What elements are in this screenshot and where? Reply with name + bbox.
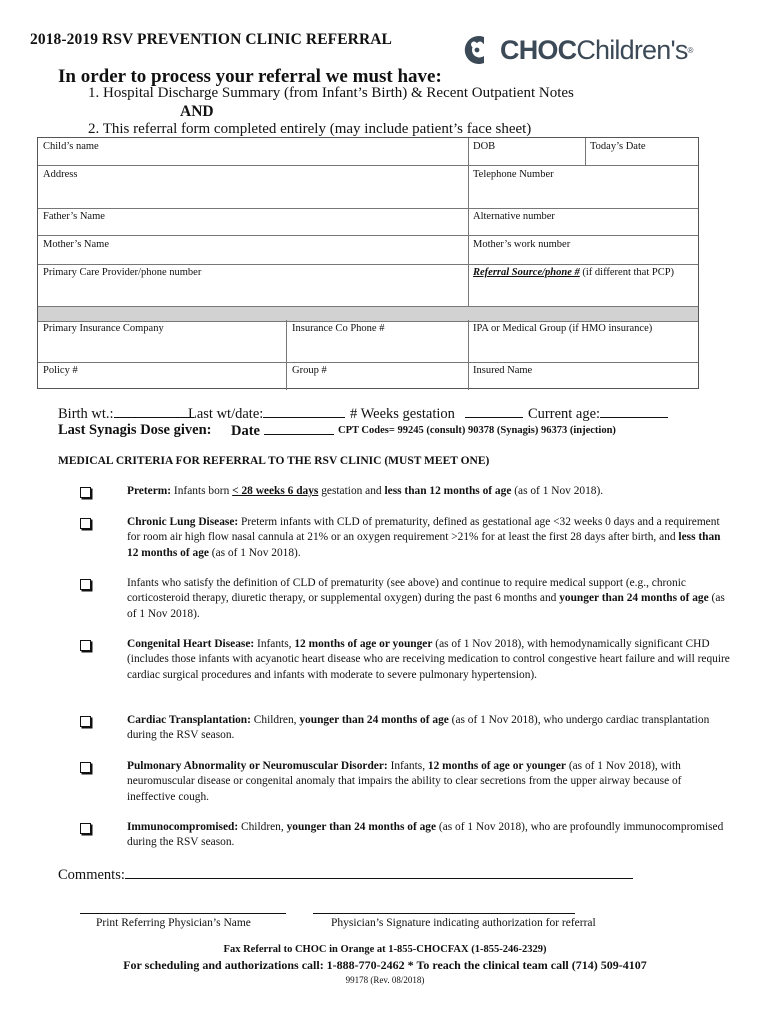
logo-bold: CHOC: [500, 34, 577, 65]
scheduling-info: For scheduling and authorizations call: 1-888-770-2462 * To reach the clinical team call (714) 509-4107: [123, 958, 647, 972]
ipa-field[interactable]: IPA or Medical Group (if HMO insurance): [473, 323, 653, 334]
insurance-phone-field[interactable]: Insurance Co Phone #: [292, 323, 385, 334]
criterion-preterm: Preterm: Infants born < 28 weeks 6 days gestation and less than 12 months of age (as of 1 Nov 2018).: [127, 485, 604, 497]
referral-source-label: Referral Source/phone #: [473, 267, 580, 278]
fathers-name-field[interactable]: Father’s Name: [43, 211, 105, 222]
dob-field[interactable]: DOB: [473, 141, 496, 152]
criterion-chronic-lung: Chronic Lung Disease: Preterm infants with CLD of prematurity, defined as gestational age <32 weeks 0 days and a requirement for room air high flow nasal cannula at 21% or an oxygen requirement >21% for at least the first 28 days after birth, and less than 12 months of age (as of 1 Nov 2018).: [127, 516, 721, 559]
logo-rest: Children's: [576, 34, 688, 65]
requirement-and: AND: [180, 103, 214, 120]
childs-name-field[interactable]: Child’s name: [43, 141, 99, 152]
criterion-immuno: Immunocompromised: Children, younger than 24 months of age (as of 1 Nov 2018), who are profoundly immunocompromised during the RSV season.: [127, 821, 724, 849]
referral-source-field[interactable]: [473, 267, 674, 278]
birth-weight-field[interactable]: Birth wt.:: [58, 405, 194, 423]
checkbox-heart[interactable]: [80, 640, 91, 651]
signature-label: Physician’s Signature indicating authorization for referral: [331, 917, 596, 929]
alternative-number-field[interactable]: Alternative number: [473, 211, 555, 222]
last-weight-field[interactable]: Last wt/date:: [188, 405, 345, 423]
address-field[interactable]: Address: [43, 169, 78, 180]
fax-info: Fax Referral to CHOC in Orange at 1-855-CHOCFAX (1-855-246-2329): [223, 944, 547, 955]
cpt-codes: CPT Codes= 99245 (consult) 90378 (Synagis) 96373 (injection): [338, 425, 616, 436]
criteria-heading: MEDICAL CRITERIA FOR REFERRAL TO THE RSV CLINIC (MUST MEET ONE): [58, 455, 490, 467]
checkbox-cld[interactable]: [80, 579, 91, 590]
form-revision: 99178 (Rev. 08/2018): [345, 975, 425, 985]
criterion-pulmonary: Pulmonary Abnormality or Neuromuscular Disorder: Infants, 12 months of age or younger (as of 1 Nov 2018), with neuromuscular disease or congenital anomaly that impairs the ability to clear secretions from the upper airway because of ineffective cough.: [127, 760, 682, 803]
choc-logo: [460, 33, 693, 67]
insurance-company-field[interactable]: Primary Insurance Company: [43, 323, 164, 334]
current-age-field[interactable]: Current age:: [528, 405, 668, 423]
comments-field[interactable]: Comments:: [58, 864, 633, 884]
checkbox-transplant[interactable]: [80, 716, 91, 727]
telephone-field[interactable]: Telephone Number: [473, 169, 554, 180]
referral-source-note: (if different that PCP): [579, 267, 675, 278]
checkbox-chronic-lung[interactable]: [80, 518, 91, 529]
criterion-transplant: Cardiac Transplantation: Children, younger than 24 months of age (as of 1 Nov 2018), who undergo cardiac transplantation during the RSV season.: [127, 714, 710, 742]
requirement-1: 1. Hospital Discharge Summary (from Infant’s Birth) & Recent Outpatient Notes: [88, 85, 574, 101]
signature-line[interactable]: [313, 913, 575, 914]
policy-field[interactable]: Policy #: [43, 365, 78, 376]
insured-name-field[interactable]: Insured Name: [473, 365, 533, 376]
checkbox-immuno[interactable]: [80, 823, 91, 834]
pcp-field[interactable]: Primary Care Provider/phone number: [43, 267, 202, 278]
form-title: 2018-2019 RSV PREVENTION CLINIC REFERRAL: [30, 31, 392, 48]
last-synagis-label: Last Synagis Dose given:: [58, 422, 212, 438]
group-field[interactable]: Group #: [292, 365, 327, 376]
print-physician-line[interactable]: [80, 913, 286, 914]
shaded-divider: [38, 306, 698, 322]
weeks-gestation-field[interactable]: # Weeks gestation: [350, 405, 523, 423]
todays-date-field[interactable]: Today’s Date: [590, 141, 646, 152]
mothers-name-field[interactable]: Mother’s Name: [43, 239, 109, 250]
checkbox-preterm[interactable]: [80, 487, 91, 498]
mothers-work-field[interactable]: Mother’s work number: [473, 239, 571, 250]
print-physician-label: Print Referring Physician’s Name: [96, 917, 251, 929]
requirements-heading: In order to process your referral we must have:: [58, 66, 442, 87]
choc-logo-icon: [460, 33, 496, 67]
referral-form-table: [37, 137, 699, 389]
criterion-heart: Congenital Heart Disease: Infants, 12 months of age or younger (as of 1 Nov 2018), with hemodynamically significant CHD (includes those infants with acyanotic heart disease who are receiving medication to control congestive heart failure and will require cardiac surgical procedures and infants with moderate to severe pulmonary hypertension).: [127, 638, 730, 681]
synagis-date-field[interactable]: Date: [231, 422, 334, 440]
logo-registered: ®: [687, 45, 694, 55]
criterion-cld: Infants who satisfy the definition of CLD of prematurity (see above) and continue to require medical support (e.g., chronic corticosteroid therapy, diuretic therapy, or supplemental oxygen) during the past 6 months and younger than 24 months of age (as of 1 Nov 2018).: [127, 577, 725, 620]
requirement-2: 2. This referral form completed entirely (may include patient’s face sheet): [88, 121, 532, 137]
checkbox-pulmonary[interactable]: [80, 762, 91, 773]
